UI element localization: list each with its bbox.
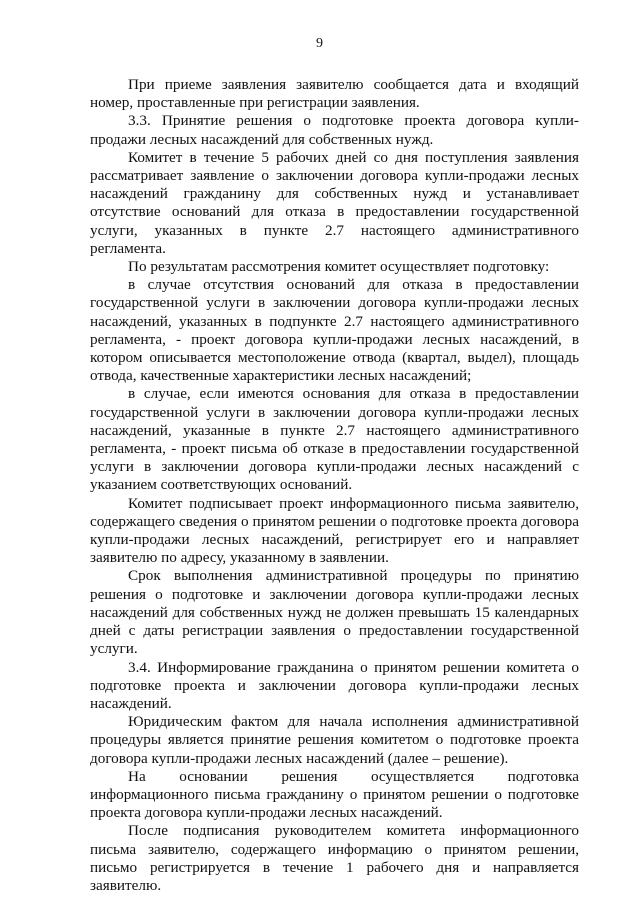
section-heading-3-4: 3.4. Информирование гражданина о принятом решении комитета о подготовке проекта и заключении договора купли-продажи лесных насаждений. <box>90 658 579 712</box>
document-body <box>90 76 579 895</box>
paragraph: По результатам рассмотрения комитет осуществляет подготовку: <box>128 258 550 276</box>
section-heading-3-3: 3.3. Принятие решения о подготовке проекта договора купли-продажи лесных насаждений для собственных нужд. <box>90 112 579 148</box>
list-item: в случае, если имеются основания для отказа в предоставлении государственной услуги в заключении договора купли-продажи лесных насаждений, указанные в пункте 2.7 настоящего административного регламента, - проект письма об отказе в предоставлении государственной услуги в заключении договора купли-продажи лесных насаждений с указанием соответствующих оснований. <box>90 385 579 494</box>
paragraph: Срок выполнения административной процедуры по принятию решения о подготовке и заключении договора купли-продажи лесных насаждений для собственных нужд не должен превышать 15 календарных дней с даты регистрации заявления о предоставлении государственной услуги. <box>90 567 579 658</box>
paragraph: При приеме заявления заявителю сообщается дата и входящий номер, проставленные при регистрации заявления. <box>90 76 579 112</box>
paragraph: Комитет в течение 5 рабочих дней со дня поступления заявления рассматривает заявление о заключении договора купли-продажи лесных насаждений гражданину для собственных нужд и устанавливает отсутствие оснований для отказа в предоставлении государственной услуги, указанных в пункте 2.7 настоящего административного регламента. <box>90 148 579 257</box>
page-number: 9 <box>316 36 323 51</box>
paragraph: На основании решения осуществляется подготовка информационного письма гражданину о принятом решении о подготовке проекта договора купли-продажи лесных насаждений. <box>90 767 579 822</box>
paragraph: После подписания руководителем комитета информационного письма заявителю, содержащего информацию о принятом решении, письмо регистрируется в течение 1 рабочего дня и направляется заявителю. <box>90 822 579 894</box>
paragraph: Комитет подписывает проект информационного письма заявителю, содержащего сведения о принятом решении о подготовке проекта договора купли-продажи лесных насаждений, регистрирует его и направляет заявителю по адресу, указанному в заявлении. <box>90 494 579 567</box>
paragraph: Юридическим фактом для начала исполнения административной процедуры является принятие решения комитетом о подготовке проекта договора купли-продажи лесных насаждений (далее – решение). <box>90 713 579 767</box>
list-item: в случае отсутствия оснований для отказа в предоставлении государственной услуги в заключении договора купли-продажи лесных насаждений, указанных в подпункте 2.7 настоящего административного регламента, - проект договора купли-продажи лесных насаждений, в котором описывается местоположение отвода (квартал, выдел), площадь отвода, качественные характеристики лесных насаждений; <box>90 276 579 385</box>
